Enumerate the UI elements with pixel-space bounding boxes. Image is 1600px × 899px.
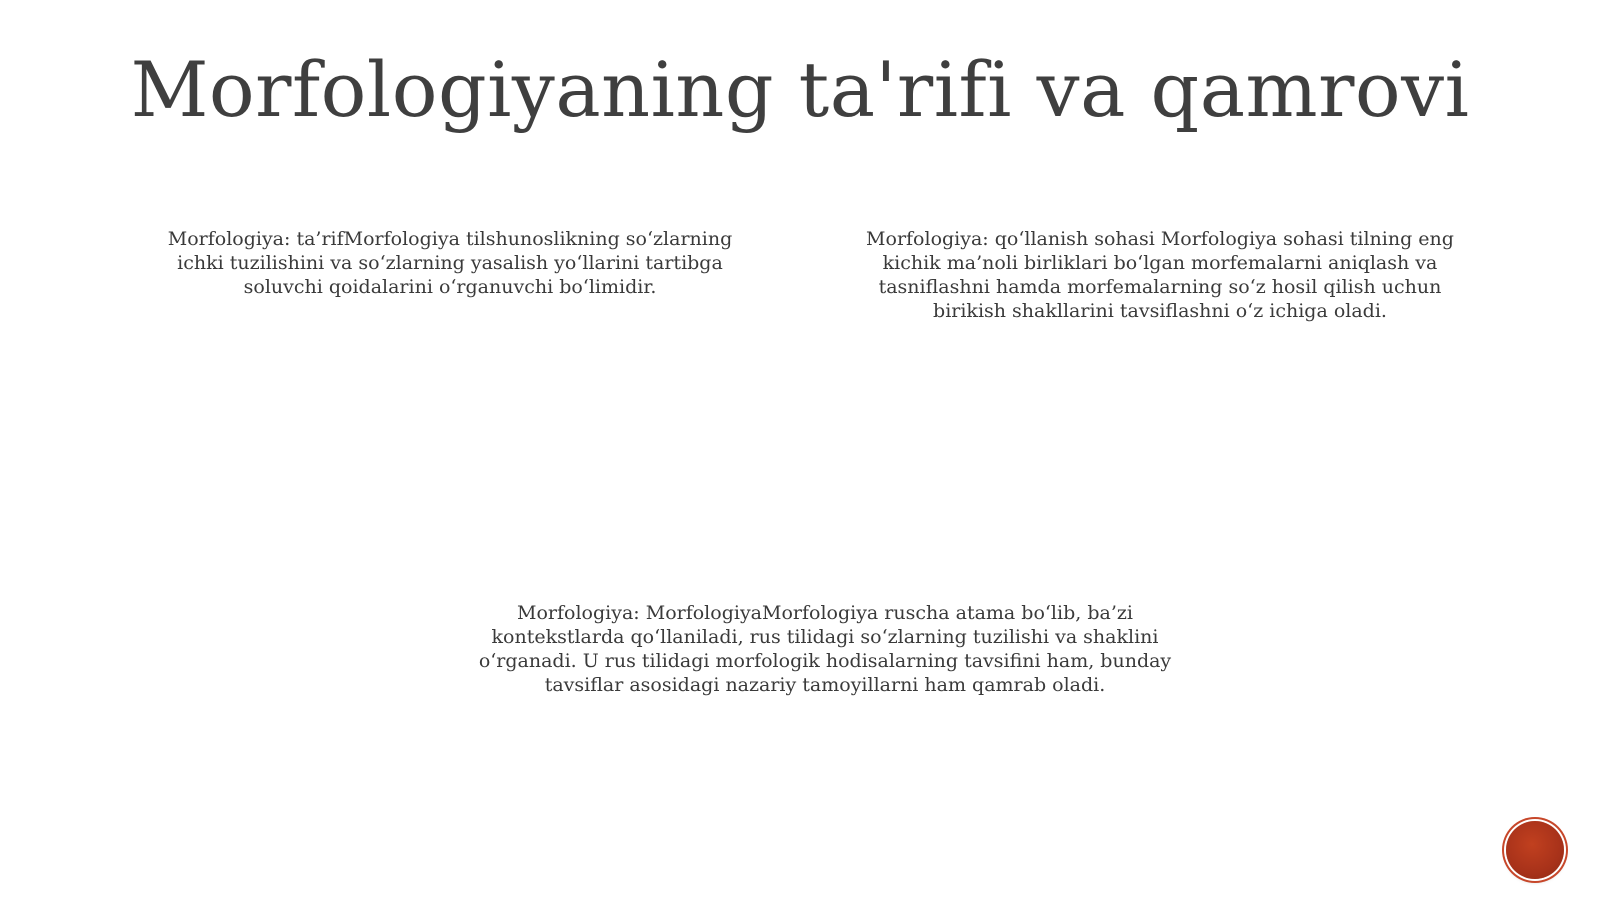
text-block-russian-term: Morfologiya: MorfologiyaMorfologiya ruscha atama bo‘lib, ba’zi kontekstlarda qo‘llaniladi, rus tilidagi so‘zlarning tuzilishi va shaklini o‘rganadi. U rus tilidagi morfologik hodisalarning tavsifini ham, bunday tavsiflar asosidagi nazariy tamoyillarni ham qamrab oladi. xyxy=(478,602,1172,696)
text-block-scope: Morfologiya: qo‘llanish sohasi Morfologiya sohasi tilning eng kichik ma’noli birliklari bo‘lgan morfemalarni aniqlash va tasniflashni hamda morfemalarning so‘z hosil qilish uchun birikish shakllarini tavsiflashni o‘z ichiga oladi. xyxy=(866,228,1454,322)
slide-title: Morfologiyaning ta'rifi va qamrovi xyxy=(130,45,1470,134)
slide-nav-button[interactable] xyxy=(1506,821,1564,879)
text-block-definition: Morfologiya: ta’rifMorfologiya tilshunoslikning so‘zlarning ichki tuzilishini va so‘zlarning yasalish yo‘llarini tartibga soluvchi qoidalarini o‘rganuvchi bo‘limidir. xyxy=(167,228,733,298)
